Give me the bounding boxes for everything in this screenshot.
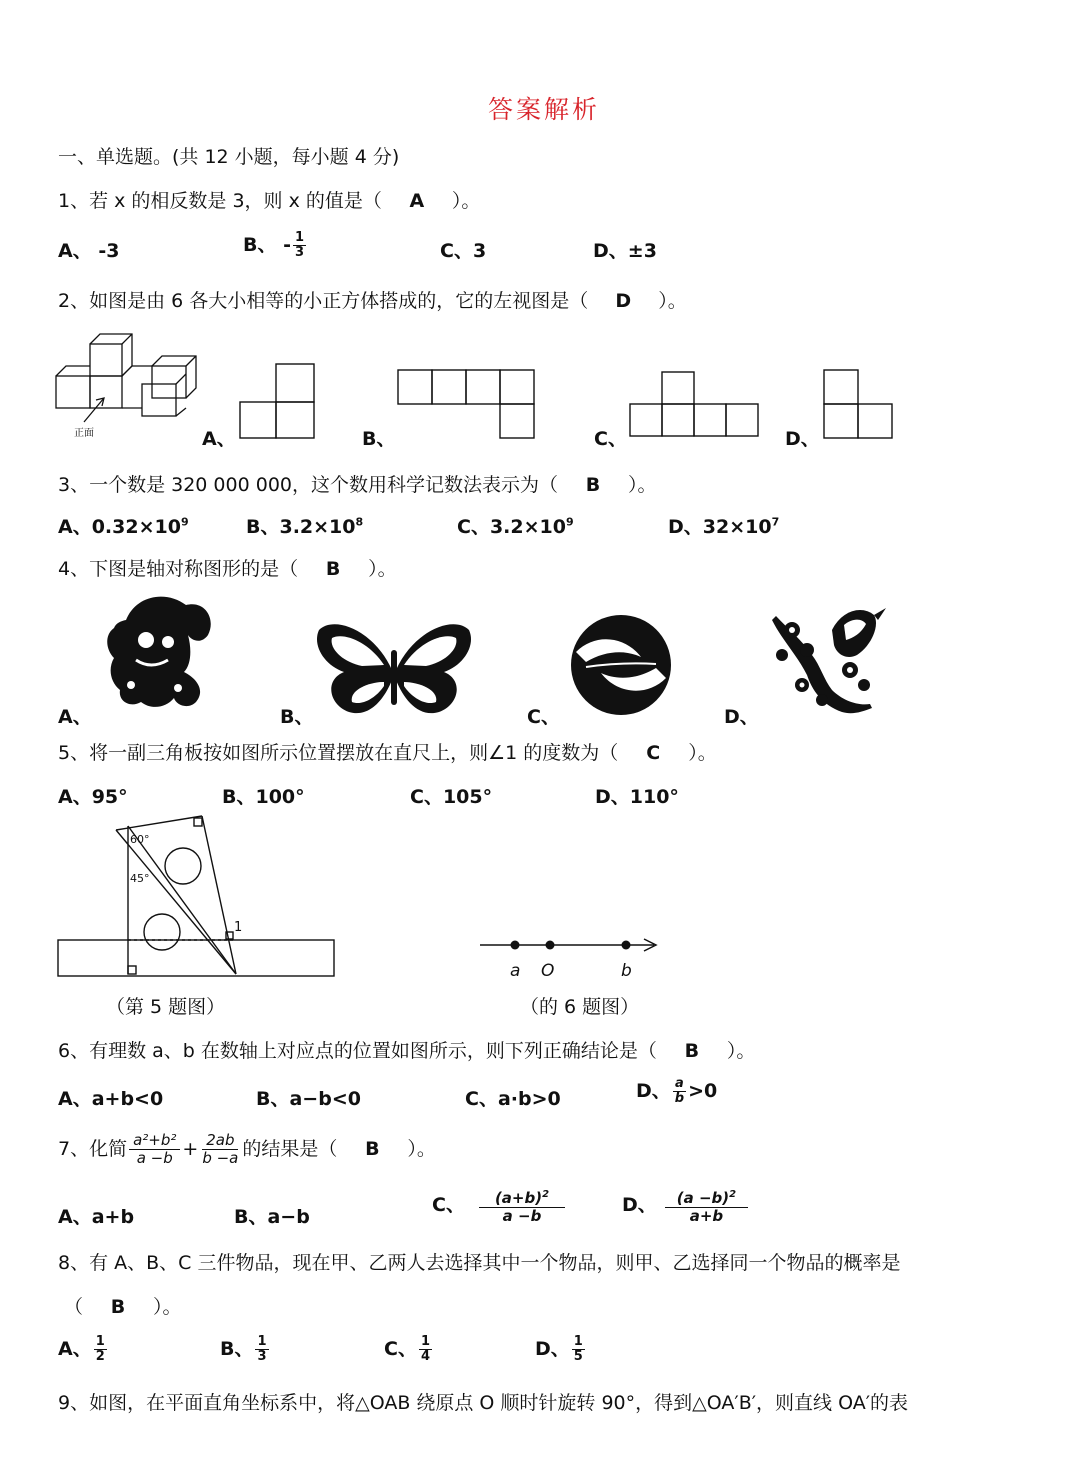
denominator: 4	[420, 1349, 430, 1364]
q8-option-b	[220, 1334, 271, 1364]
denominator: b	[674, 1091, 685, 1106]
answer: B	[684, 1040, 700, 1062]
option-base: D、32×10	[668, 516, 772, 538]
numerator: 1	[95, 1334, 105, 1349]
option-base: C、3.2×10	[457, 516, 566, 538]
numerator: (a −b)	[676, 1189, 730, 1207]
option-label: D、	[636, 1080, 671, 1102]
question-stem: 1、若 x 的相反数是 3，则 x 的值是（	[58, 190, 382, 212]
q5-option-a: A、95°	[58, 786, 128, 808]
butterfly-image	[314, 620, 474, 720]
answer: C	[646, 742, 661, 764]
question-1	[58, 186, 480, 213]
option-label: A、	[58, 1338, 92, 1360]
q4-option-b-label: B、	[280, 706, 314, 728]
q2-option-a-view	[238, 362, 318, 442]
option-label: C、	[432, 1194, 465, 1216]
question-stem-prefix: 7、化简	[58, 1138, 128, 1160]
q7-option-c	[432, 1186, 567, 1225]
option-tail: >0	[688, 1080, 718, 1102]
option-exponent: 7	[771, 515, 780, 529]
exponent: 2	[542, 1189, 550, 1200]
q2-option-c-view	[628, 370, 764, 440]
q2-option-d-view	[822, 368, 896, 442]
question-stem: 6、有理数 a、b 在数轴上对应点的位置如图所示，则下列正确结论是（	[58, 1040, 657, 1062]
q7-option-b: B、a−b	[234, 1206, 310, 1228]
q8-option-a	[58, 1334, 109, 1364]
cube-stack-figure	[52, 330, 204, 442]
answer: B	[585, 474, 601, 496]
question-7	[58, 1132, 436, 1167]
option-label: B、 -	[243, 234, 291, 256]
question-8: 8、有 A、B、C 三件物品，现在甲、乙两人去选择其中一个物品，则甲、乙选择同一个物品的概率是	[58, 1252, 901, 1274]
numerator: 2ab	[202, 1132, 238, 1150]
q5-option-d: D、110°	[595, 786, 679, 808]
front-label: 正面	[74, 428, 94, 439]
denominator: 3	[257, 1349, 267, 1364]
answer: B	[110, 1296, 126, 1318]
q3-option-b	[246, 512, 363, 539]
option-base: A、0.32×10	[58, 516, 181, 538]
close-paren: ）。	[628, 474, 657, 496]
q8-option-c	[384, 1334, 434, 1364]
close-paren: ）。	[407, 1138, 436, 1160]
q6-option-d	[636, 1076, 717, 1106]
q6-figure-caption: （的 6 题图）	[520, 996, 640, 1018]
question-8-answer-line	[64, 1292, 182, 1319]
point-o-label: O	[541, 961, 555, 981]
angle-60-label: 60°	[130, 833, 150, 846]
q3-option-c	[457, 512, 574, 539]
question-stem: 5、将一副三角板按如图所示位置摆放在直尺上，则∠1 的度数为（	[58, 742, 619, 764]
triangle-ruler-figure	[54, 812, 340, 982]
q2-option-b-view	[396, 368, 538, 440]
denominator: 5	[573, 1349, 583, 1364]
point-a-label: a	[510, 961, 521, 981]
close-paren: ）。	[153, 1296, 182, 1318]
close-paren: ）。	[451, 190, 481, 212]
q4-option-d-label: D、	[724, 706, 759, 728]
q1-option-b	[243, 230, 308, 260]
q5-option-b: B、100°	[222, 786, 305, 808]
q6-option-a: A、a+b<0	[58, 1088, 164, 1110]
option-label: D、	[535, 1338, 570, 1360]
numerator: a²+b²	[129, 1132, 180, 1150]
close-paren: ）。	[688, 742, 717, 764]
option-label: C、	[384, 1338, 417, 1360]
numerator: 1	[257, 1334, 267, 1349]
angle-1-label: 1	[234, 920, 243, 935]
denominator: a+b	[689, 1207, 724, 1225]
q6-option-b: B、a−b<0	[256, 1088, 361, 1110]
q5-option-c: C、105°	[410, 786, 493, 808]
denominator: 3	[294, 245, 305, 260]
q7-option-d	[622, 1186, 750, 1225]
question-stem: 2、如图是由 6 各大小相等的小正方体搭成的，它的左视图是（	[58, 290, 589, 312]
question-5	[58, 738, 717, 765]
bird-on-branch-image	[762, 600, 892, 720]
numerator: (a+b)	[494, 1189, 543, 1207]
answer: A	[409, 190, 425, 212]
question-6	[58, 1036, 755, 1063]
q4-option-a-label: A、	[58, 706, 92, 728]
page-title: 答案解析	[488, 95, 601, 124]
question-3	[58, 470, 657, 497]
angle-45-label: 45°	[130, 872, 150, 885]
option-exponent: 8	[355, 515, 364, 529]
q6-option-c: C、a·b>0	[465, 1088, 561, 1110]
option-label: D、	[622, 1194, 657, 1216]
q2-option-d-label: D、	[785, 428, 820, 450]
question-stem-suffix: 的结果是（	[242, 1138, 338, 1160]
close-paren: ）。	[658, 290, 687, 312]
q1-option-d: D、±3	[593, 240, 657, 262]
question-stem: 4、下图是轴对称图形的是（	[58, 558, 299, 580]
q8-option-d	[535, 1334, 587, 1364]
denominator: 2	[95, 1349, 105, 1364]
q5-figure-caption: （第 5 题图）	[106, 996, 226, 1018]
q2-option-c-label: C、	[594, 428, 627, 450]
open-paren: （	[64, 1296, 84, 1318]
section-heading: 一、单选题。(共 12 小题，每小题 4 分)	[58, 146, 400, 168]
answer: B	[365, 1138, 380, 1160]
denominator: b −a	[202, 1149, 239, 1167]
option-exponent: 9	[180, 515, 189, 529]
question-4	[58, 554, 397, 581]
elephant-silhouette-image	[96, 590, 216, 720]
point-b-label: b	[621, 961, 632, 981]
twin-fish-circle-image	[566, 612, 676, 718]
denominator: a −b	[136, 1149, 173, 1167]
answer: D	[615, 290, 632, 312]
question-9: 9、如图，在平面直角坐标系中，将△OAB 绕原点 O 顺时针旋转 90°，得到△OA′B′，则直线 OA′的表	[58, 1392, 909, 1414]
q1-option-a: A、 -3	[58, 240, 120, 262]
option-exponent: 9	[565, 515, 574, 529]
answer: B	[325, 558, 341, 580]
numerator: 1	[294, 230, 305, 245]
close-paren: ）。	[726, 1040, 756, 1062]
numerator: 1	[420, 1334, 430, 1349]
q3-option-d	[668, 512, 779, 539]
q4-option-c-label: C、	[527, 706, 560, 728]
q2-option-a-label: A、	[202, 428, 236, 450]
plus-sign: +	[182, 1138, 199, 1160]
close-paren: ）。	[368, 558, 397, 580]
number-line-figure	[478, 930, 664, 984]
numerator: a	[675, 1076, 684, 1091]
exponent: 2	[729, 1189, 737, 1200]
question-2	[58, 286, 687, 313]
question-stem: 3、一个数是 320 000 000，这个数用科学记数法表示为（	[58, 474, 559, 496]
option-label: B、	[220, 1338, 254, 1360]
option-base: B、3.2×10	[246, 516, 356, 538]
q7-option-a: A、a+b	[58, 1206, 135, 1228]
denominator: a −b	[502, 1207, 542, 1225]
q3-option-a	[58, 512, 189, 539]
q1-option-c: C、3	[440, 240, 487, 262]
numerator: 1	[573, 1334, 583, 1349]
q2-option-b-label: B、	[362, 428, 396, 450]
